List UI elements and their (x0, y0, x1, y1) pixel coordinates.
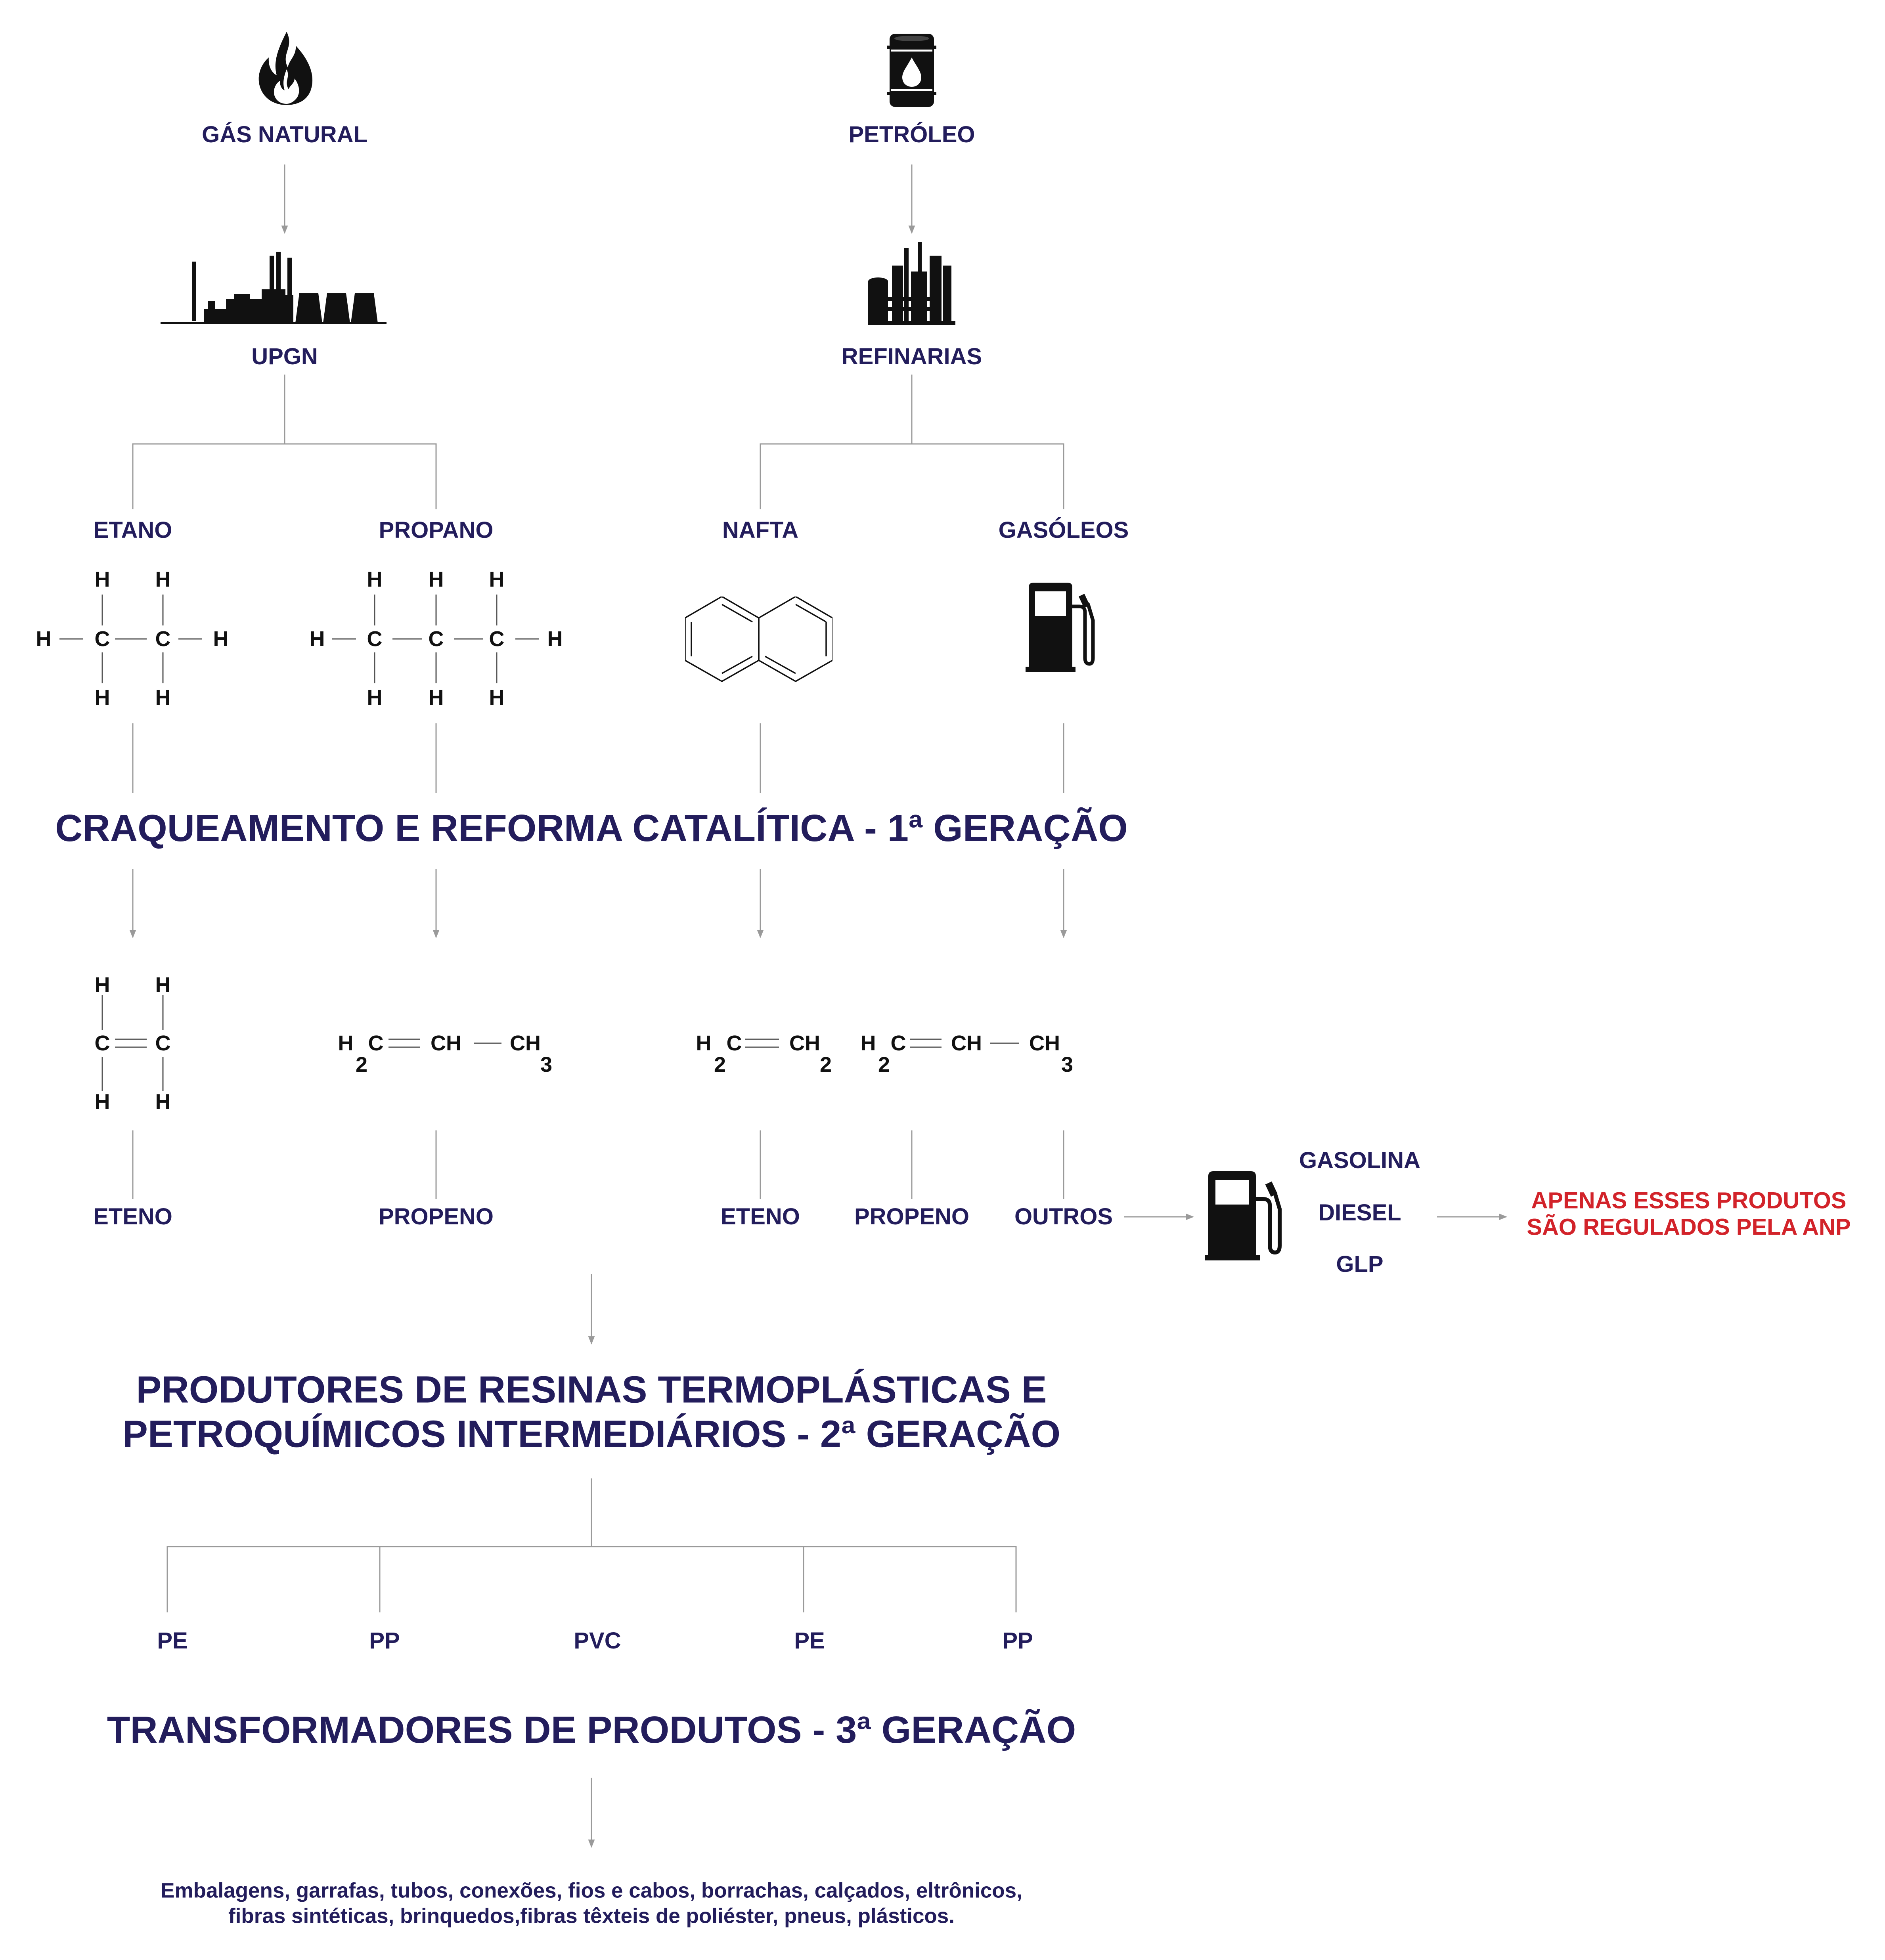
atom-h: H (309, 627, 325, 651)
atom-c: C (155, 627, 171, 651)
gas-oils-label: GASÓLEOS (998, 517, 1129, 543)
atom-c: C (726, 1031, 742, 1055)
atom-h: H (94, 686, 110, 709)
connector-refineries-branches (760, 444, 1064, 509)
atom-h: H (860, 1031, 876, 1055)
atom-c: C (368, 1031, 384, 1055)
subscript-3: 3 (1061, 1053, 1074, 1077)
subscript-2: 2 (878, 1053, 890, 1077)
flame-icon (257, 32, 316, 105)
subscript-2: 2 (714, 1053, 726, 1077)
propene-label: PROPENO (854, 1204, 970, 1230)
propene-label: PROPENO (378, 1204, 494, 1230)
oil-barrel-icon (887, 34, 936, 107)
natural-gas-label: GÁS NATURAL (202, 122, 367, 147)
naphthalene-ring-icon (685, 597, 832, 682)
atom-h: H (489, 686, 505, 709)
atom-c: C (94, 627, 110, 651)
petroleum-label: PETRÓLEO (848, 122, 975, 147)
others-label: OUTROS (1014, 1204, 1113, 1230)
end-products-line1: Embalagens, garrafas, tubos, conexões, fios e cabos, borrachas, calçados, eltrônicos, (161, 1879, 1022, 1903)
subscript-3: 3 (540, 1053, 553, 1077)
atom-ch: CH (1029, 1031, 1060, 1055)
atom-h: H (94, 568, 110, 591)
atom-c: C (890, 1031, 906, 1055)
atom-h: H (338, 1031, 354, 1055)
resin-pp-label: PP (1002, 1628, 1033, 1654)
connector-upgn-branches (133, 444, 436, 509)
resin-pvc-label: PVC (574, 1628, 621, 1654)
atom-h: H (489, 568, 505, 591)
ethane-label: ETANO (93, 517, 172, 543)
atom-h: H (428, 686, 444, 709)
atom-h: H (94, 973, 110, 997)
end-products-line2: fibras sintéticas, brinquedos,fibras têxteis de poliéster, pneus, plásticos. (228, 1904, 955, 1927)
regulation-note-line1: APENAS ESSES PRODUTOS (1531, 1187, 1847, 1214)
upgn-label: UPGN (251, 344, 318, 369)
atom-h: H (155, 973, 171, 997)
atom-c: C (428, 627, 444, 651)
subscript-2: 2 (819, 1053, 832, 1077)
connector-resin-branches (167, 1547, 1016, 1612)
atom-c: C (489, 627, 505, 651)
second-generation-heading (122, 1368, 1060, 1457)
naphtha-label: NAFTA (722, 517, 799, 543)
atom-c: C (155, 1031, 171, 1055)
atom-h: H (36, 627, 52, 651)
fuel-pump-icon (1025, 583, 1096, 672)
resin-pe-label: PE (794, 1628, 825, 1654)
gas-processing-plant-icon (161, 250, 387, 327)
third-generation-heading: TRANSFORMADORES DE PRODUTOS - 3ª GERAÇÃO (107, 1709, 1076, 1751)
end-products-text (161, 1878, 1022, 1928)
atom-ch: CH (510, 1031, 541, 1055)
atom-h: H (155, 1090, 171, 1114)
atom-c: C (367, 627, 383, 651)
ethene-structure-bonds (102, 995, 163, 1091)
ethene-label: ETENO (721, 1204, 800, 1230)
atom-ch: CH (789, 1031, 820, 1055)
atom-h: H (428, 568, 444, 591)
second-generation-heading-line1: PRODUTORES DE RESINAS TERMOPLÁSTICAS E (136, 1368, 1047, 1411)
fuel-pump-icon (1204, 1171, 1284, 1260)
regulation-note-line2: SÃO REGULADOS PELA ANP (1527, 1214, 1851, 1240)
atom-ch: CH (951, 1031, 982, 1055)
regulation-note (1527, 1187, 1851, 1240)
atom-h: H (94, 1090, 110, 1114)
atom-h: H (547, 627, 563, 651)
diesel-label: DIESEL (1318, 1200, 1401, 1226)
first-generation-heading: CRAQUEAMENTO E REFORMA CATALÍTICA - 1ª GERAÇÃO (55, 807, 1128, 849)
atom-ch: CH (431, 1031, 461, 1055)
gasoline-label: GASOLINA (1299, 1147, 1421, 1173)
ethene-condensed-bonds (745, 1039, 779, 1047)
ethane-structure-bonds (59, 595, 202, 683)
ethene-label: ETENO (93, 1204, 172, 1230)
atom-h: H (696, 1031, 712, 1055)
atom-h: H (367, 686, 383, 709)
resin-pe-label: PE (157, 1628, 188, 1654)
second-generation-heading-line2: PETROQUÍMICOS INTERMEDIÁRIOS - 2ª GERAÇÃO (122, 1413, 1061, 1455)
resin-pp-label: PP (369, 1628, 400, 1654)
atom-h: H (155, 686, 171, 709)
refinery-icon (868, 242, 955, 325)
atom-c: C (94, 1031, 110, 1055)
refineries-label: REFINARIAS (841, 344, 982, 369)
atom-h: H (213, 627, 229, 651)
propane-label: PROPANO (379, 517, 494, 543)
subscript-2: 2 (355, 1053, 368, 1077)
lpg-label: GLP (1336, 1251, 1384, 1277)
atom-h: H (367, 568, 383, 591)
atom-h: H (155, 568, 171, 591)
